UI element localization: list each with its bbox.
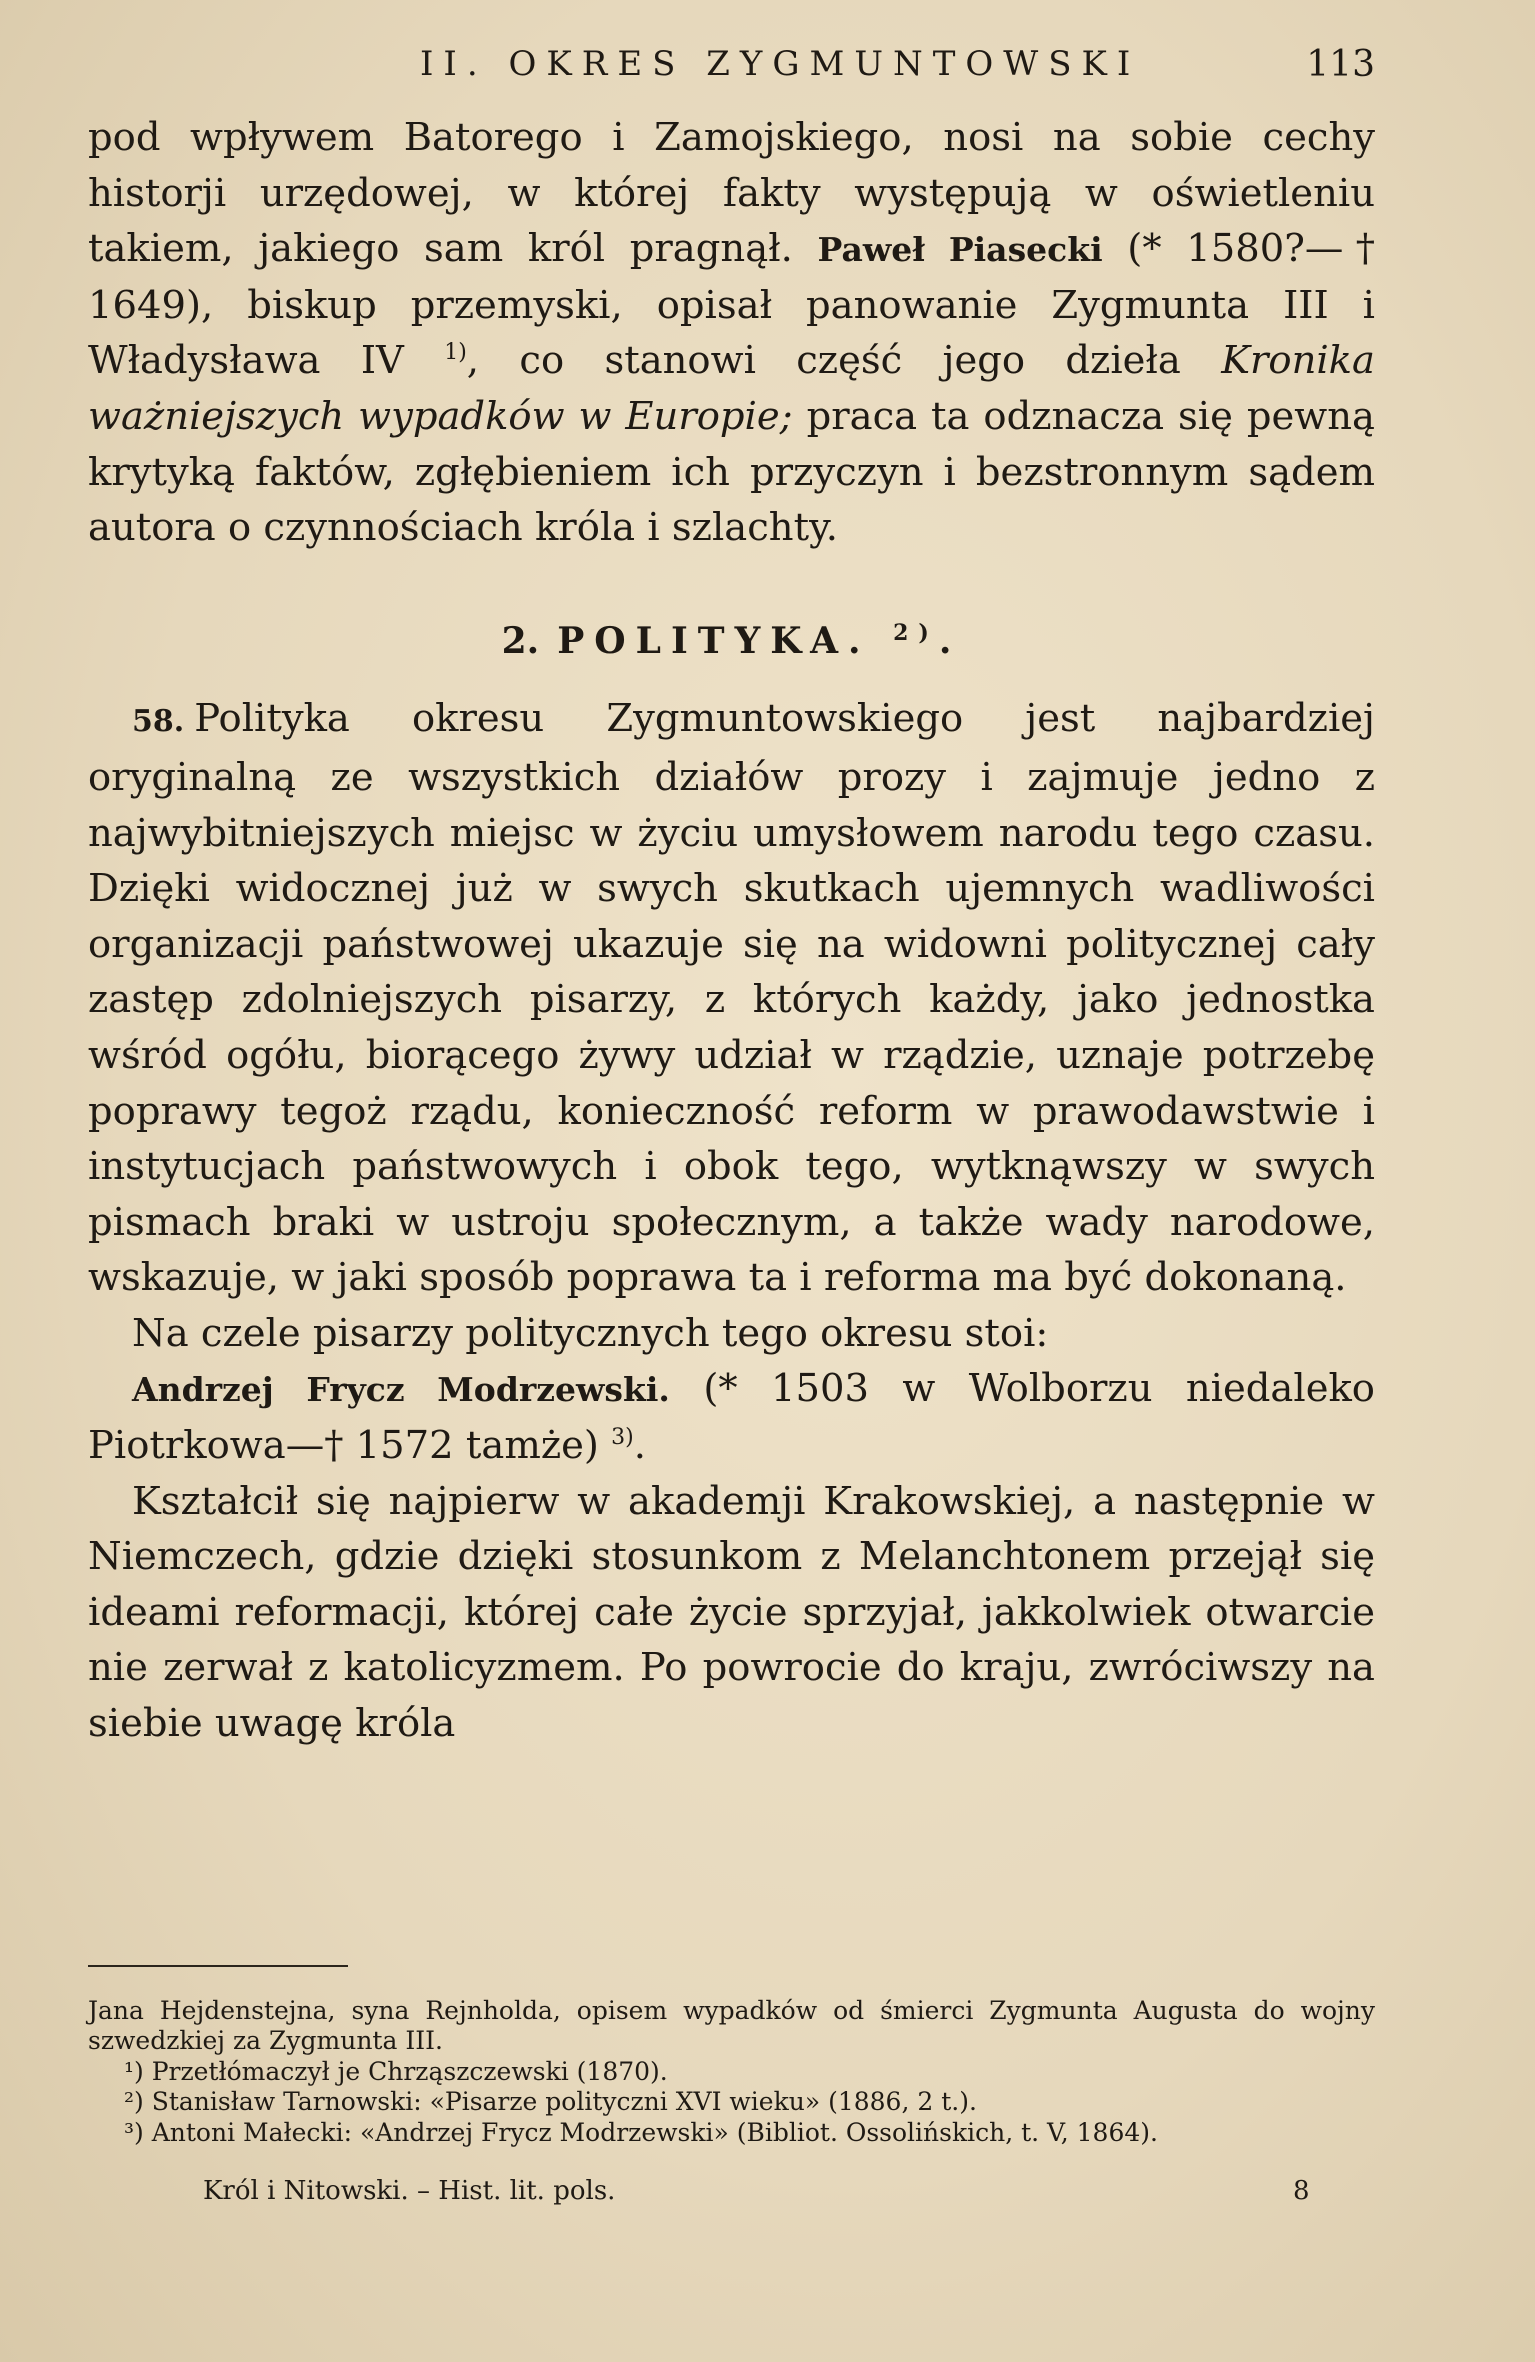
author-name: Paweł Piasecki [817, 230, 1103, 270]
paragraph-text: . [633, 1423, 647, 1469]
footnote-mark: ²) [124, 2087, 144, 2117]
footnote [88, 2118, 1375, 2148]
footnote-ref: 2) [893, 619, 939, 646]
footnote [88, 2057, 1375, 2087]
footnote-text: Przetłómaczył je Chrząszczewski (1870). [151, 2056, 668, 2086]
section-title: POLITYKA. [557, 619, 871, 662]
paragraph-piasecki [88, 110, 1375, 556]
footnote-mark: ³) [124, 2117, 144, 2147]
paragraph-text: (* 1580?—† 1649), biskup przemyski, opisał panowanie Zygmunta III i Władysława IV [88, 226, 1375, 384]
paragraph-lead: Na czele pisarzy politycznych tego okresu stoi: [132, 1310, 1049, 1356]
printer-signature: Król i Nitowski. – Hist. lit. pols. [203, 2176, 616, 2206]
paragraph-text: Polityka okresu Zygmuntowskiego jest najbardziej oryginalną ze wszystkich działów prozy i zajmuje jedno z najwybitniejszych miejsc w życiu umysłowem narodu tego czasu. Dzięki widocznej już w swych skutkach ujemnych wadliwości organizacji państwowej ukazuje się na widowni politycznej cały zastęp zdolniejszych pisarzy, z których każdy, jako jednostka wśród ogółu, biorącego żywy udział w rządzie, uznaje potrzebę poprawy tegoż rządu, konieczność reform w prawodawstwie i instytucjach państwowych i obok tego, wytknąwszy w swych pismach braki w ustroju społecznym, a także wady narodowe, wskazuje, w jaki sposób poprawa ta i reforma ma być dokonaną. [88, 696, 1375, 1301]
section-title-tail: . [938, 619, 962, 662]
paragraph-text: pod wpływem Batorego i Zamojskiego, nosi na sobie cechy historji urzędowej, w której fakty występują w oświetleniu takiem, jakiego sam król pragnął. [88, 115, 1375, 272]
paragraph-text: , co stanowi część jego dzieła [466, 338, 1181, 384]
work-title: Kronika ważniejszych wypadków w Europie; [88, 338, 1375, 439]
page-number: 113 [1306, 44, 1375, 85]
footnote-ref: 1) [444, 340, 467, 366]
paragraph-modrzewski [88, 1361, 1375, 1473]
footnote-text: Antoni Małecki: «Andrzej Frycz Modrzewski» (Bibliot. Ossolińskich, t. V, 1864). [151, 2117, 1158, 2147]
footnote-continuation: Jana Hejdenstejna, syna Rejnholda, opisem wypadków od śmierci Zygmunta Augusta do wojny szwedzkiej za Zygmunta III. [88, 1996, 1375, 2056]
footnote-divider [88, 1965, 348, 1967]
section-number: 2. [501, 619, 540, 662]
paragraph-last: Kształcił się najpierw w akademji Krakowskiej, a następnie w Niemczech, gdzie dzięki stosunkom z Melanchtonem przejął się ideami reformacji, której całe życie sprzyjał, jakkolwiek otwarcie nie zerwał z katolicyzmem. Po powrocie do kraju, zwróciwszy na siebie uwagę króla [88, 1478, 1375, 1747]
footnote-text: Stanisław Tarnowski: «Pisarze polityczni XVI wieku» (1886, 2 t.). [151, 2087, 977, 2117]
footnote-mark: ¹) [124, 2056, 144, 2086]
page-header [88, 40, 1375, 90]
paragraph-number: 58. [132, 704, 185, 740]
section-heading [88, 614, 1375, 670]
footnote [88, 2087, 1375, 2117]
paragraph-text: praca ta odznacza się pewną krytyką faktów, zgłębieniem ich przyczyn i bezstronnym sądem autora o czynnościach króla i szlachty. [88, 393, 1375, 551]
author-name: Andrzej Frycz Modrzewski. [132, 1370, 670, 1410]
footnotes [88, 1996, 1375, 2148]
running-title: II. OKRES ZYGMUNTOWSKI [420, 44, 1141, 84]
footnote-ref: 3) [611, 1425, 634, 1451]
paragraph-text: (* 1503 w Wolborzu niedaleko Piotrkowa—† 1572 tamże) [88, 1366, 1375, 1469]
body-text [88, 110, 1375, 1752]
sheet-number: 8 [1293, 2176, 1310, 2206]
paragraph-58 [88, 691, 1375, 1306]
